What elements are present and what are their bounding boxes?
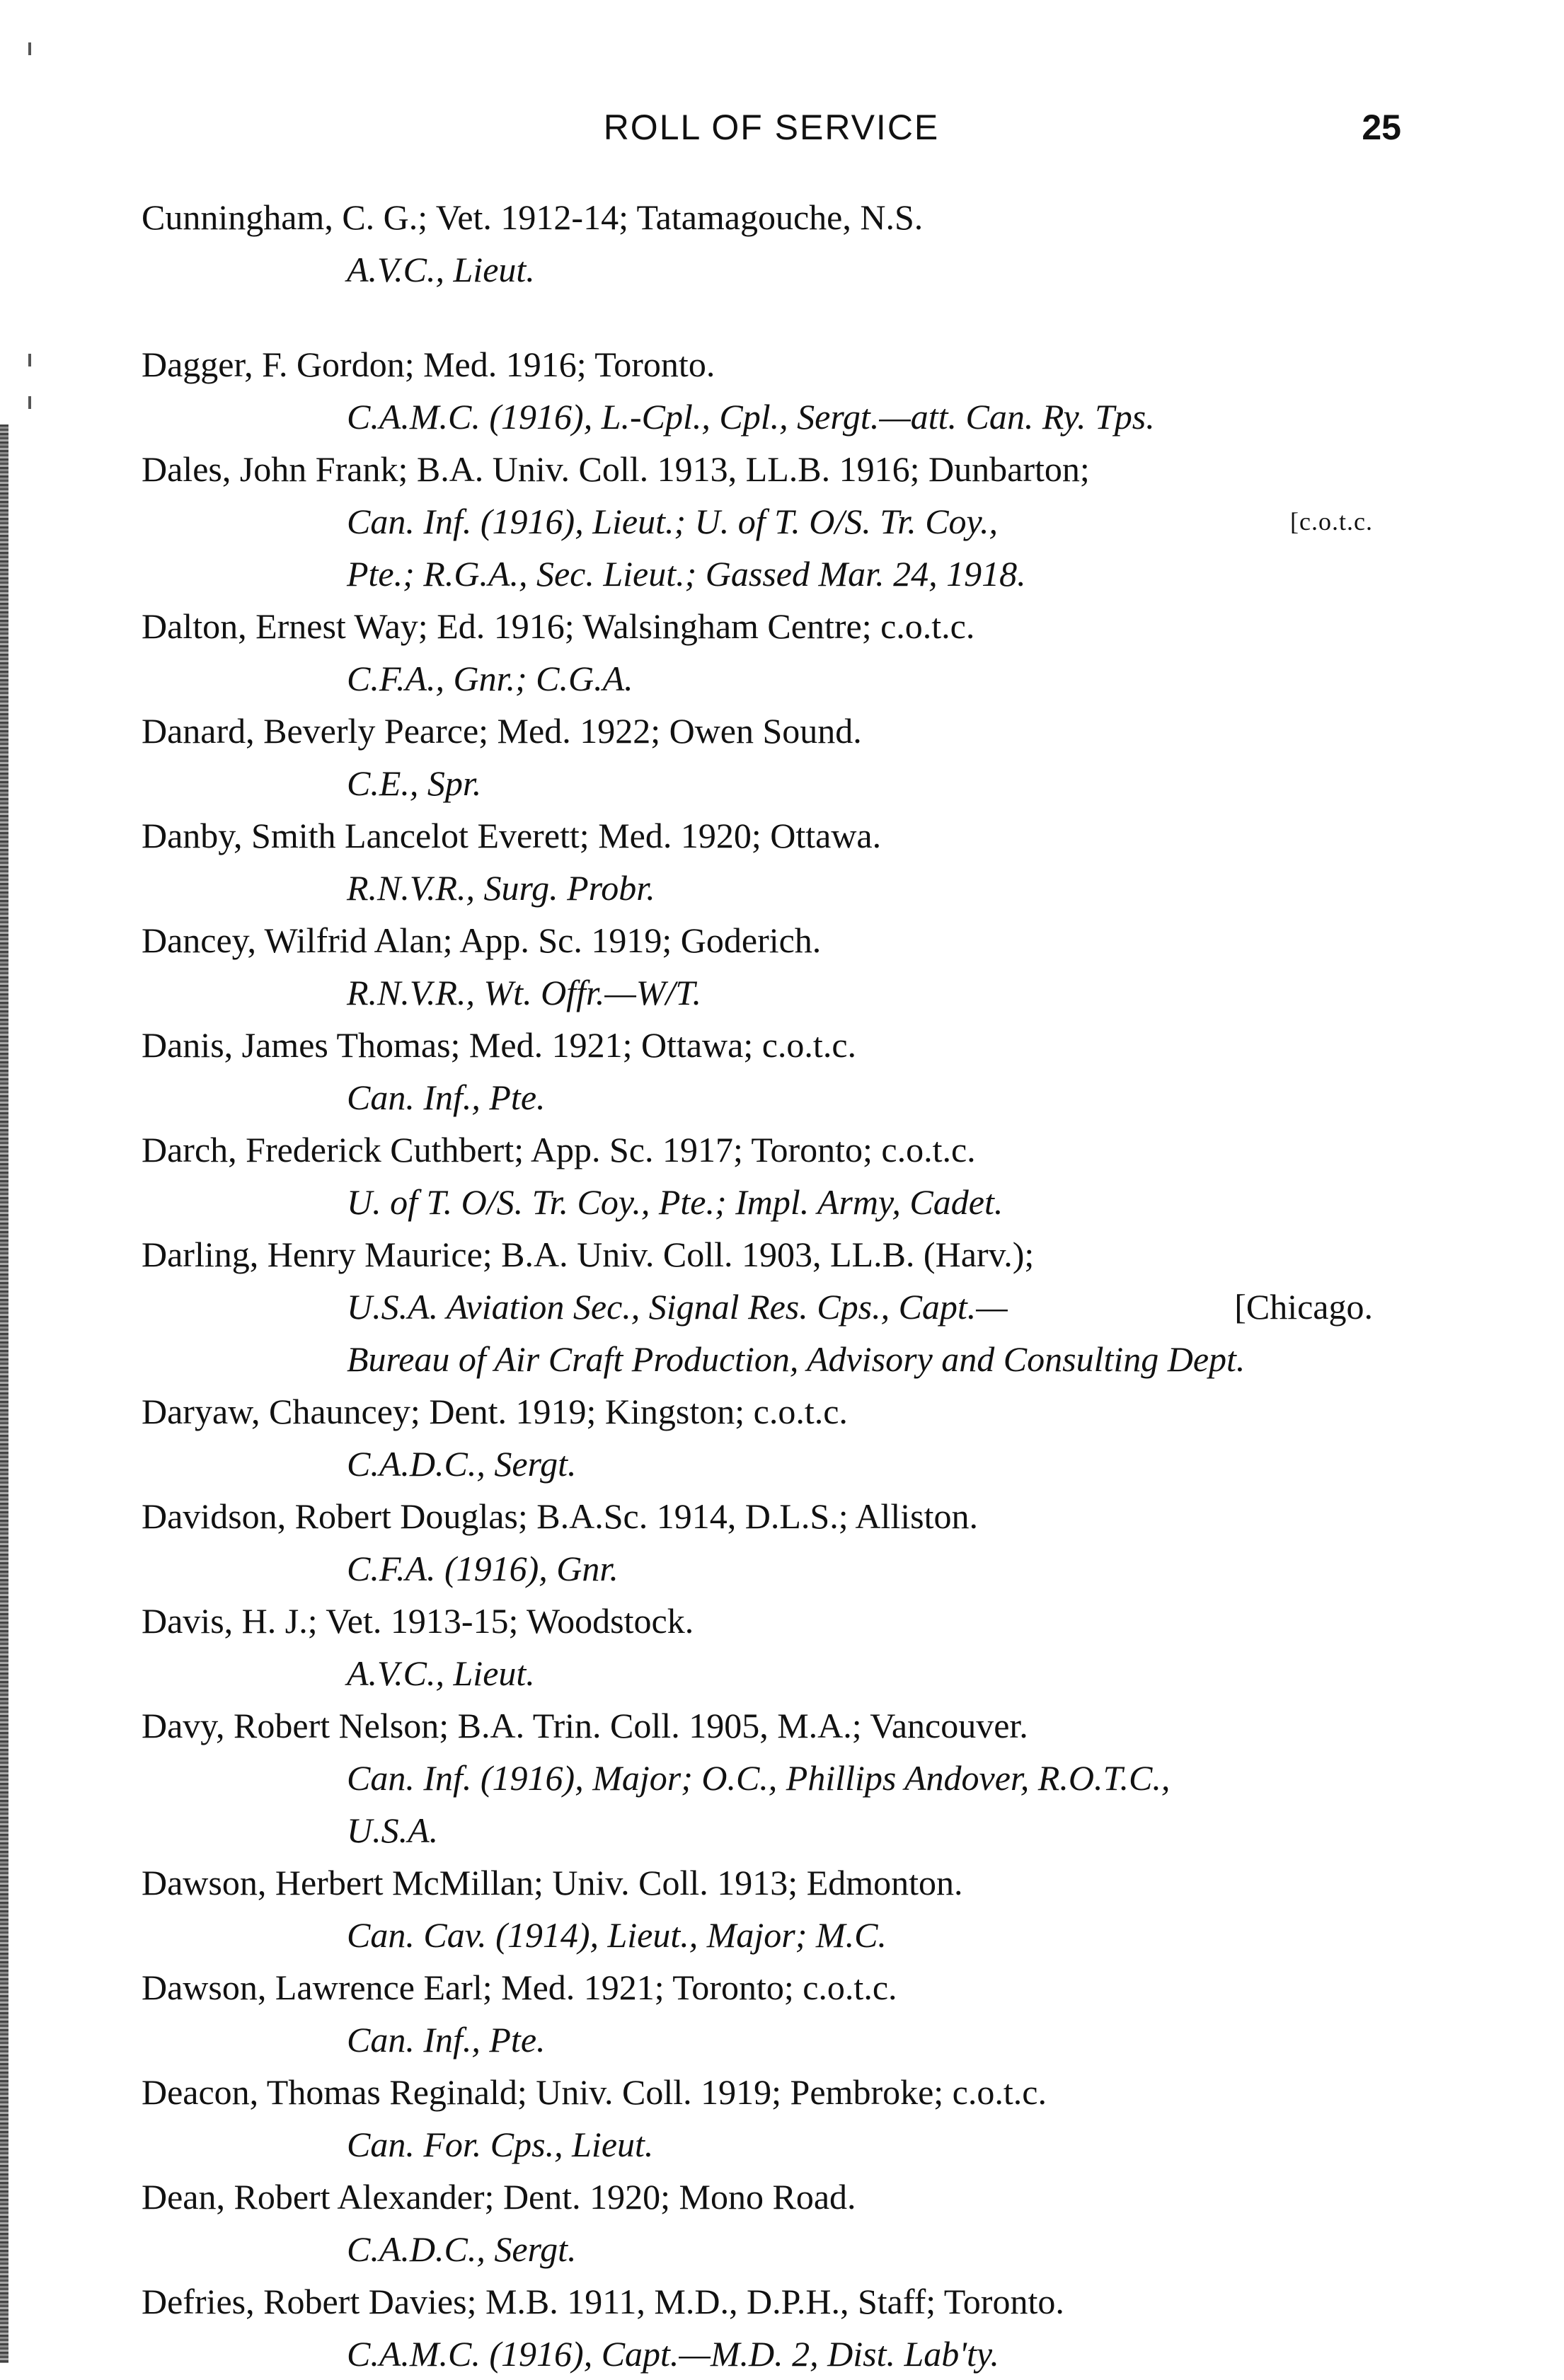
entry-service-text: U.S.A. Aviation Sec., Signal Res. Cps., Capt.— bbox=[347, 1287, 1008, 1327]
page-number: 25 bbox=[1362, 108, 1401, 147]
entry-main-line: Dalton, Ernest Way; Ed. 1916; Walsingham Centre; c.o.t.c. bbox=[142, 606, 975, 646]
entry-cunningham bbox=[142, 191, 1401, 296]
entry-deacon bbox=[142, 2066, 1401, 2171]
entry-defries bbox=[142, 2275, 1401, 2380]
entry-main-line: Danby, Smith Lancelot Everett; Med. 1920; Ottawa. bbox=[142, 816, 882, 855]
entry-service-line: C.F.A. (1916), Gnr. bbox=[347, 1549, 619, 1588]
entry-dean bbox=[142, 2171, 1401, 2275]
entry-darling bbox=[142, 1228, 1401, 1385]
entry-dales bbox=[142, 443, 1401, 600]
entry-main-line: Dawson, Lawrence Earl; Med. 1921; Toronto; c.o.t.c. bbox=[142, 1968, 897, 2007]
page-edge-binding bbox=[0, 424, 8, 2363]
roll-entries bbox=[142, 191, 1401, 2380]
entry-right-note: [c.o.t.c. bbox=[1290, 507, 1373, 536]
entry-service-line: Can. Inf., Pte. bbox=[347, 1078, 546, 1117]
entry-main-line: Davy, Robert Nelson; B.A. Trin. Coll. 1905, M.A.; Vancouver. bbox=[142, 1706, 1028, 1745]
entry-service-line: C.A.D.C., Sergt. bbox=[347, 1444, 577, 1484]
entry-right-note: [Chicago. bbox=[1234, 1287, 1373, 1327]
entry-service-line: C.A.D.C., Sergt. bbox=[347, 2229, 577, 2269]
entry-darch bbox=[142, 1123, 1401, 1228]
entry-service-line bbox=[142, 495, 1401, 548]
entry-dancey bbox=[142, 914, 1401, 1019]
entry-davy bbox=[142, 1699, 1401, 1856]
running-title: ROLL OF SERVICE bbox=[603, 108, 940, 147]
entry-main-line: Darling, Henry Maurice; B.A. Univ. Coll. 1903, LL.B. (Harv.); bbox=[142, 1235, 1035, 1274]
entry-service-line: C.A.M.C. (1916), L.-Cpl., Cpl., Sergt.—att. Can. Ry. Tps. bbox=[347, 397, 1155, 437]
entry-dawson-herbert bbox=[142, 1856, 1401, 1961]
entry-main-line: Dean, Robert Alexander; Dent. 1920; Mono Road. bbox=[142, 2177, 856, 2217]
entry-service-line: Can. Inf., Pte. bbox=[347, 2020, 546, 2060]
entry-dagger bbox=[142, 338, 1401, 443]
entry-main-line: Danis, James Thomas; Med. 1921; Ottawa; c.o.t.c. bbox=[142, 1025, 857, 1065]
entry-danby bbox=[142, 809, 1401, 914]
entry-service-line: Can. Inf. (1916), Major; O.C., Phillips Andover, R.O.T.C., bbox=[347, 1758, 1171, 1798]
entry-dawson-lawrence bbox=[142, 1961, 1401, 2066]
edge-mark bbox=[28, 42, 31, 55]
entry-main-line: Dawson, Herbert McMillan; Univ. Coll. 1913; Edmonton. bbox=[142, 1863, 963, 1902]
entry-service-line: C.E., Spr. bbox=[347, 763, 482, 803]
entry-main-line: Danard, Beverly Pearce; Med. 1922; Owen Sound. bbox=[142, 711, 862, 751]
edge-mark bbox=[28, 396, 31, 409]
entry-davidson bbox=[142, 1490, 1401, 1595]
entry-service-line: R.N.V.R., Surg. Probr. bbox=[347, 868, 655, 908]
entry-davis bbox=[142, 1595, 1401, 1699]
entry-service-line: Pte.; R.G.A., Sec. Lieut.; Gassed Mar. 24, 1918. bbox=[347, 554, 1026, 594]
entry-service-line: Bureau of Air Craft Production, Advisory and Consulting Dept. bbox=[347, 1339, 1246, 1379]
entry-service-line: U.S.A. bbox=[347, 1810, 439, 1850]
entry-danard bbox=[142, 705, 1401, 809]
entry-main-line: Deacon, Thomas Reginald; Univ. Coll. 1919; Pembroke; c.o.t.c. bbox=[142, 2072, 1047, 2112]
entry-service-line bbox=[142, 1281, 1401, 1333]
entry-service-line: R.N.V.R., Wt. Offr.—W/T. bbox=[347, 973, 701, 1012]
entry-main-line: Dagger, F. Gordon; Med. 1916; Toronto. bbox=[142, 345, 715, 384]
entry-dalton bbox=[142, 600, 1401, 705]
entry-danis bbox=[142, 1019, 1401, 1123]
entry-main-line: Darch, Frederick Cuthbert; App. Sc. 1917; Toronto; c.o.t.c. bbox=[142, 1130, 976, 1169]
entry-service-line: A.V.C., Lieut. bbox=[347, 1653, 535, 1693]
entry-main-line: Davis, H. J.; Vet. 1913-15; Woodstock. bbox=[142, 1601, 694, 1641]
entry-service-line: A.V.C., Lieut. bbox=[347, 250, 535, 289]
entry-service-text: Can. Inf. (1916), Lieut.; U. of T. O/S. Tr. Coy., bbox=[347, 502, 998, 541]
page-header bbox=[142, 99, 1401, 156]
entry-service-line: C.F.A., Gnr.; C.G.A. bbox=[347, 659, 633, 698]
entry-main-line: Daryaw, Chauncey; Dent. 1919; Kingston; c.o.t.c. bbox=[142, 1392, 848, 1431]
entry-service-line: Can. Cav. (1914), Lieut., Major; M.C. bbox=[347, 1915, 887, 1955]
entry-main-line: Dales, John Frank; B.A. Univ. Coll. 1913, LL.B. 1916; Dunbarton; bbox=[142, 449, 1090, 489]
entry-daryaw bbox=[142, 1385, 1401, 1490]
entry-service-line: Can. For. Cps., Lieut. bbox=[347, 2125, 654, 2164]
entry-service-line: U. of T. O/S. Tr. Coy., Pte.; Impl. Army, Cadet. bbox=[347, 1182, 1004, 1222]
entry-main-line: Davidson, Robert Douglas; B.A.Sc. 1914, D.L.S.; Alliston. bbox=[142, 1496, 978, 1536]
edge-mark bbox=[28, 354, 31, 366]
entry-main-line: Dancey, Wilfrid Alan; App. Sc. 1919; Goderich. bbox=[142, 920, 822, 960]
entry-main-line: Defries, Robert Davies; M.B. 1911, M.D., D.P.H., Staff; Toronto. bbox=[142, 2282, 1064, 2321]
entry-main-line: Cunningham, C. G.; Vet. 1912-14; Tatamagouche, N.S. bbox=[142, 197, 924, 237]
entry-service-line: C.A.M.C. (1916), Capt.—M.D. 2, Dist. Lab'ty. bbox=[347, 2334, 999, 2374]
